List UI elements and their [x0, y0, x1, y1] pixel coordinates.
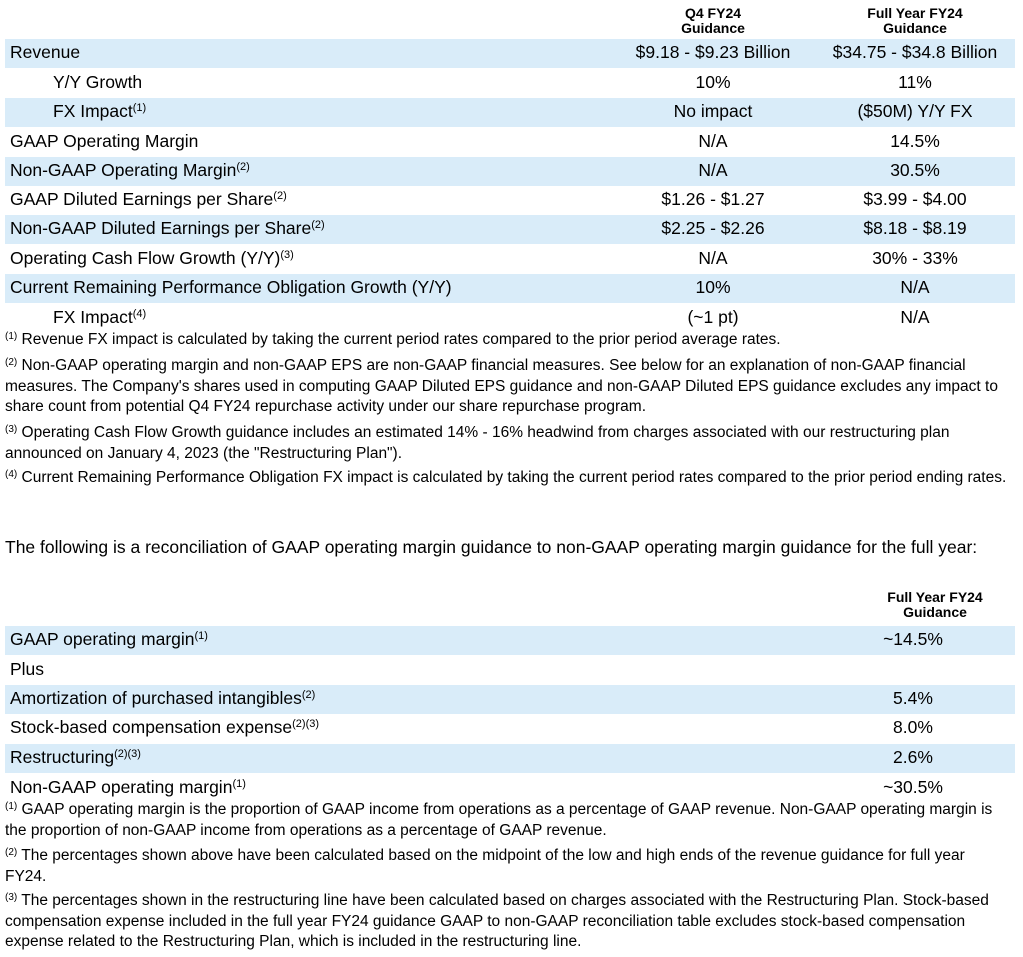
fy-value: N/A	[900, 277, 930, 297]
table-row	[5, 685, 1015, 714]
footnote-2-3: $^{(3)}$ The percentages shown in the restructuring line have been calculated based on charges associated with the Restructuring Plan. Stock-based compensation expense included in the full year FY24 guidance GAAP to non-GAAP reconciliation table excludes stock-based compensation expense related to the Restructuring Plan, which is included in the restructuring line.	[5, 892, 989, 950]
q4-value: N/A	[698, 131, 728, 151]
q4-value: N/A	[698, 248, 728, 268]
table-row	[5, 774, 1015, 798]
row-label: Non-GAAP operating margin$^{(1)}$	[10, 777, 246, 797]
footnote-1: $^{(1)}$ Revenue FX impact is calculated by taking the current period rates compared to the prior period average rates.	[5, 331, 781, 348]
reconciliation-intro: The following is a reconciliation of GAAP operating margin guidance to non-GAAP operating margin guidance for the full year:	[5, 537, 978, 557]
fy-value: $34.75 - $34.8 Billion	[832, 42, 998, 62]
table-row	[5, 245, 1015, 274]
row-label: Non-GAAP Operating Margin$^{(2)}$	[10, 160, 250, 180]
table-row	[5, 714, 1015, 743]
row-label: Restructuring$^{(2)(3)}$	[10, 747, 141, 767]
footnote-4: $^{(4)}$ Current Remaining Performance Obligation FX impact is calculated by taking the current period rates compared to the prior period ending rates.	[5, 469, 1007, 486]
row-label: Operating Cash Flow Growth $(Y/Y)^{(3)}$	[10, 248, 294, 268]
fy-value: 14.5%	[890, 131, 940, 151]
q4-header-line1: Q4 FY24	[684, 5, 742, 21]
table-row	[5, 98, 1015, 127]
footnote-2-1: $^{(1)}$ GAAP operating margin is the proportion of GAAP income from operations as a percentage of GAAP revenue. Non-GAAP operating margin is the proportion of non-GAAP income from operations as a percentage of GAAP revenue.	[5, 801, 993, 839]
table-row	[5, 186, 1015, 215]
table-row	[5, 626, 1015, 655]
footnote-2: $^{(2)}$ Non-GAAP operating margin and non-GAAP EPS are non-GAAP financial measures. See below for an explanation of non-GAAP financial measures. The Company's shares used in computing GAAP Diluted EPS guidance and non-GAAP Diluted EPS guidance excludes any impact to share count from potential Q4 FY24 repurchase activity under our share repurchase program.	[5, 357, 998, 415]
table-row	[5, 274, 1015, 303]
q4-guidance-header	[613, 6, 813, 36]
fy2-header-line2: Guidance	[903, 604, 967, 620]
fy-value: 30% - 33%	[872, 248, 958, 268]
table-row	[5, 157, 1015, 186]
fy-value: 5.4%	[893, 688, 933, 708]
fy-value: 11%	[898, 72, 932, 92]
row-label: FX Impact$^{(1)}$	[53, 101, 147, 121]
table-row	[5, 744, 1015, 773]
table-row	[5, 39, 1015, 68]
row-label: GAAP operating margin$^{(1)}$	[10, 629, 208, 649]
row-label: Plus	[10, 659, 45, 679]
q4-value: N/A	[698, 160, 728, 180]
fy-value: 8.0%	[893, 717, 933, 737]
table-row	[5, 215, 1015, 244]
row-label: Non-GAAP Diluted Earnings per Share$^{(2)}$	[10, 218, 325, 238]
q4-value: 10%	[695, 277, 731, 297]
row-label: Current Remaining Performance Obligation Growth (Y/Y)	[10, 277, 452, 297]
q4-value: $9.18 - $9.23 Billion	[635, 42, 791, 62]
fy-header-line1: Full Year FY24	[867, 5, 963, 21]
q4-value: $2.25 - $2.26	[661, 218, 765, 238]
row-label: Amortization of purchased intangibles$^{(2)}$	[10, 688, 316, 708]
fy-value: 30.5%	[890, 160, 940, 180]
row-label: GAAP Diluted Earnings per Share$^{(2)}$	[10, 189, 287, 209]
row-label: FX Impact$^{(4)}$	[53, 307, 147, 327]
fy-value: $8.18 - $8.19	[863, 218, 967, 238]
table-row	[5, 656, 1015, 685]
table-row	[5, 304, 1015, 328]
fy-value: ~14.5%	[883, 629, 943, 649]
fy-value: ~30.5%	[883, 777, 943, 797]
fy-value: $3.99 - $4.00	[863, 189, 967, 209]
fy-guidance-header	[815, 6, 1015, 36]
q4-header-line2: Guidance	[681, 20, 745, 36]
fy-value: N/A	[900, 307, 930, 327]
row-label: Revenue	[10, 42, 81, 62]
table-row	[5, 69, 1015, 98]
row-label: GAAP Operating Margin	[10, 131, 199, 151]
footnote-3: $^{(3)}$ Operating Cash Flow Growth guidance includes an estimated 14% - 16% headwind from charges associated with our restructuring plan announced on January 4, 2023 (the "Restructuring Plan").	[5, 424, 950, 462]
row-label: Stock-based compensation expense$^{(2)(3)}$	[10, 717, 320, 737]
q4-value: No impact	[673, 101, 753, 121]
fy-value: 2.6%	[893, 747, 933, 767]
fy-header-line2: Guidance	[883, 20, 947, 36]
table-row	[5, 128, 1015, 157]
fy2-header-line1: Full Year FY24	[887, 589, 983, 605]
q4-value: (~1 pt)	[687, 307, 739, 327]
q4-value: 10%	[695, 72, 731, 92]
fy-guidance-header-2	[835, 590, 1023, 620]
fy-value: ($50M) Y/Y FX	[857, 101, 973, 121]
footnote-2-2: $^{(2)}$ The percentages shown above have been calculated based on the midpoint of the low and high ends of the revenue guidance for full year FY24.	[5, 847, 965, 885]
row-label: Y/Y Growth	[53, 72, 143, 92]
q4-value: $1.26 - $1.27	[661, 189, 765, 209]
